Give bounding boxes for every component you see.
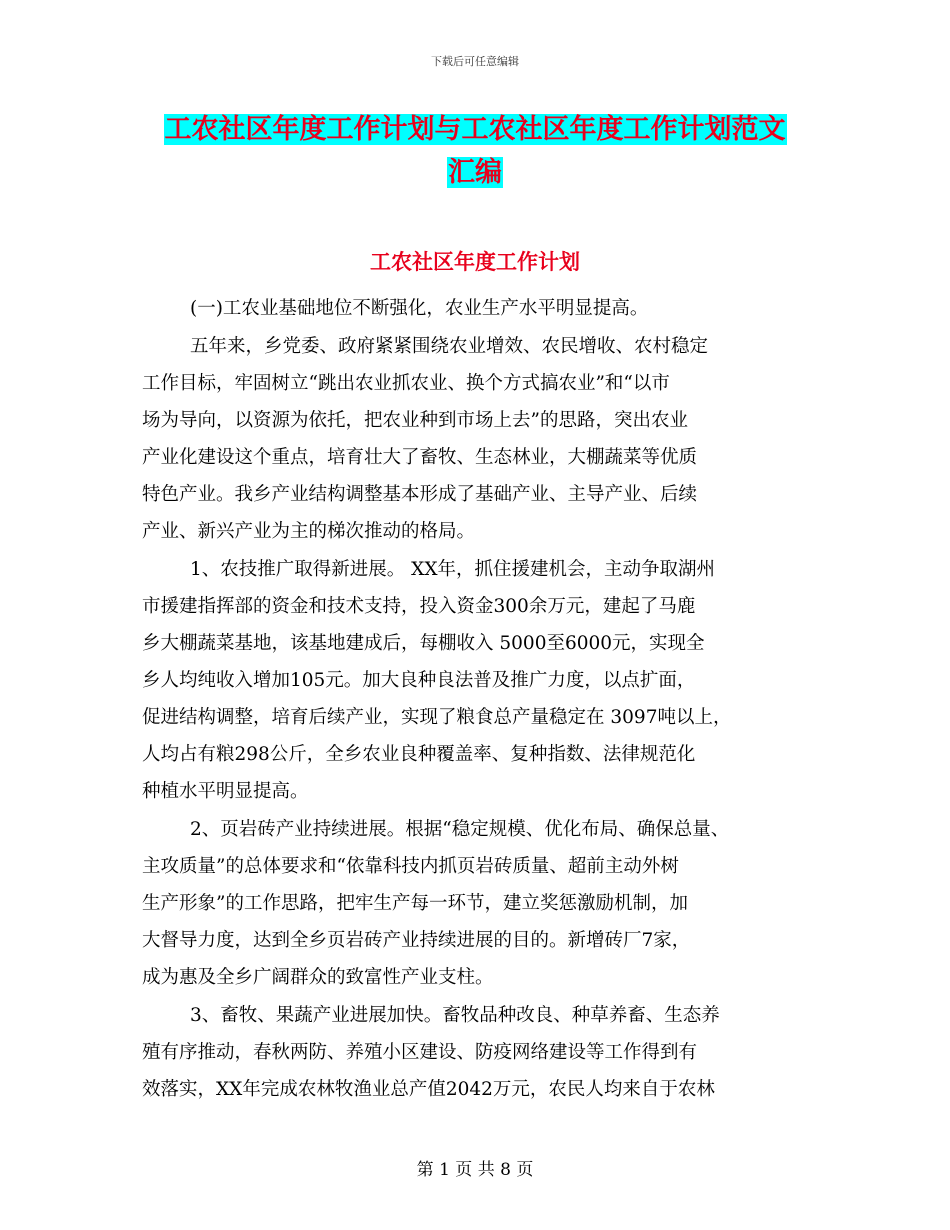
document-title-line-2 (0, 153, 950, 193)
paragraph-line: 乡大棚蔬菜基地，该基地建成后，每棚收入 5000至6000元，实现全 (142, 633, 705, 654)
paragraph-line: 特色产业。我乡产业结构调整基本形成了基础产业、主导产业、后续 (142, 484, 698, 505)
paragraph-line: 场为导向，以资源为依托，把农业种到市场上去”的思路，突出农业 (142, 410, 688, 431)
header-note: 下载后可任意编辑 (431, 55, 519, 68)
paragraph-line: 促进结构调整，培育后续产业，实现了粮食总产量稳定在 3097吨以上， (142, 707, 732, 728)
section-title: 工农社区年度工作计划 (370, 249, 580, 274)
paragraph-line: 1、农技推广取得新进展。 XX年，抓住援建机会，主动争取湖州 (190, 559, 715, 580)
paragraph-line: 生产形象”的工作思路，把牢生产每一环节，建立奖惩激励机制，加 (142, 893, 688, 914)
paragraph-line: 3、畜牧、果蔬产业进展加快。畜牧品种改良、种草养畜、生态养 (190, 1005, 720, 1026)
paragraph-line: 殖有序推动，春秋两防、养殖小区建设、防疫网络建设等工作得到有 (142, 1042, 698, 1063)
paragraph-line: 产业化建设这个重点，培育壮大了畜牧、生态林业，大棚蔬菜等优质 (142, 447, 698, 468)
paragraph-line: 2、页岩砖产业持续进展。根据“稳定规模、优化布局、确保总量、 (190, 819, 730, 840)
paragraph-line: 主攻质量”的总体要求和“依靠科技内抓页岩砖质量、超前主动外树 (142, 856, 679, 877)
paragraph-line: 五年来，乡党委、政府紧紧围绕农业增效、农民增收、农村稳定 (190, 336, 709, 357)
paragraph-line: 工作目标，牢固树立“跳出农业抓农业、换个方式搞农业”和“以市 (142, 373, 670, 394)
paragraph-line: 大督导力度，达到全乡页岩砖产业持续进展的目的。新增砖厂7家， (142, 930, 691, 951)
paragraph-line: 种植水平明显提高。 (142, 781, 309, 802)
paragraph-line: (一)工农业基础地位不断强化，农业生产水平明显提高。 (190, 298, 649, 319)
title-highlight: 工农社区年度工作计划与工农社区年度工作计划范文 (164, 114, 786, 145)
paragraph-line: 乡人均纯收入增加105元。加大良种良法普及推广力度，以点扩面， (142, 670, 696, 691)
document-title-line-1 (0, 110, 950, 150)
page-footer: 第 1 页 共 8 页 (416, 1160, 534, 1180)
paragraph-line: 成为惠及全乡广阔群众的致富性产业支柱。 (142, 967, 494, 988)
paragraph-line: 人均占有粮298公斤，全乡农业良种覆盖率、复种指数、法律规范化 (142, 744, 696, 765)
paragraph-line: 效落实，XX年完成农林牧渔业总产值2042万元，农民人均来自于农林 (142, 1079, 715, 1100)
paragraph-line: 产业、新兴产业为主的梯次推动的格局。 (142, 521, 476, 542)
title-highlight: 汇编 (448, 157, 502, 188)
paragraph-line: 市援建指挥部的资金和技术支持，投入资金300余万元，建起了马鹿 (142, 596, 696, 617)
